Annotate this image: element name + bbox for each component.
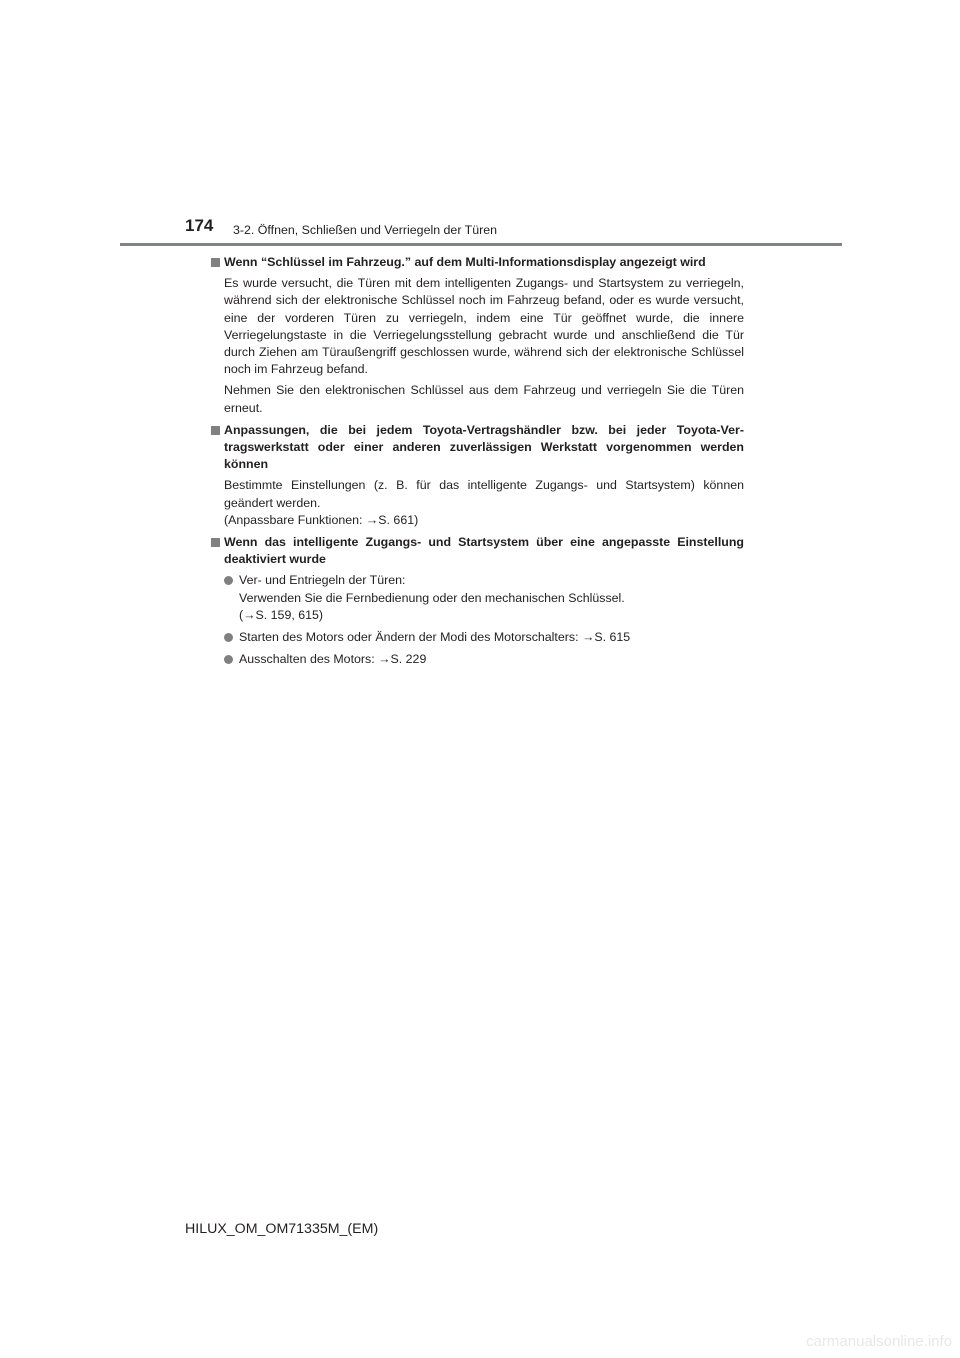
list-item <box>210 629 744 646</box>
round-bullet-icon <box>224 576 233 585</box>
square-bullet-icon <box>211 426 220 435</box>
section-heading <box>210 422 744 474</box>
section-system-deactivated <box>210 534 744 668</box>
list-item-text: Ver- und Entriegeln der Türen: <box>239 573 406 588</box>
chapter-title: 3-2. Öffnen, Schließen und Verriegeln der Türen <box>233 223 498 237</box>
watermark: carmanualsonline.info <box>806 1333 952 1350</box>
square-bullet-icon <box>211 258 220 267</box>
list-item-text: Ausschalten des Motors: →S. 229 <box>239 652 427 667</box>
section-heading <box>210 254 744 271</box>
section-heading-text: Wenn “Schlüssel im Fahrzeug.” auf dem Multi-Informationsdisplay angezeigt wird <box>224 255 706 269</box>
cross-reference: (→S. 159, 615) <box>239 607 324 622</box>
list-item <box>210 572 744 624</box>
list-item-text: Starten des Motors oder Ändern der Modi des Motorschalters: →S. 615 <box>239 630 631 645</box>
section-key-in-vehicle <box>210 254 744 417</box>
paragraph: Nehmen Sie den elektronischen Schlüssel aus dem Fahrzeug und verriegeln Sie die Türen erneut. <box>224 383 744 415</box>
paragraph: Es wurde versucht, die Türen mit dem intelligenten Zugangs- und Startsystem zu verriegeln, während sich der elektronische Schlüssel noch im Fahrzeug befand, oder es wurde versucht, eine der vorderen Türen zu verriegeln, indem eine Tür geöffnet wurde, die innere Verriegelungstaste in die Verriegelungsstellung gebracht wurde und anschließend die Tür durch Ziehen am Türaußengriff geschlossen wurde, während sich der elektronische Schlüssel noch im Fahrzeug befand. <box>224 276 744 377</box>
page-number: 174 <box>185 216 214 235</box>
header-divider <box>120 243 842 246</box>
round-bullet-icon <box>224 655 233 664</box>
section-heading-text: Wenn das intelligente Zugangs- und Startsystem über eine angepasste Einstellung deaktiviert wurde <box>224 535 744 567</box>
list-item-text: Verwenden Sie die Fernbedienung oder den mechanischen Schlüssel. <box>239 590 625 605</box>
list-item <box>210 651 744 668</box>
round-bullet-icon <box>224 633 233 642</box>
section-customization <box>210 422 744 529</box>
section-heading-text: Anpassungen, die bei jedem Toyota-Vertragshändler bzw. bei jeder Toyota-Vertragswerkstatt oder einer anderen zuverlässigen Werkstatt vorgenommen werden können <box>224 422 744 472</box>
cross-reference: (Anpassbare Funktionen: →S. 661) <box>224 512 419 527</box>
paragraph-line: Bestimmte Einstellungen (z. B. für das intelligente Zugangs- und Startsystem) können geändert werden. <box>224 478 744 510</box>
section-heading <box>210 534 744 568</box>
paragraph <box>210 477 744 529</box>
manual-code: HILUX_OM_OM71335M_(EM) <box>185 1221 379 1237</box>
square-bullet-icon <box>211 538 220 547</box>
page-content <box>210 254 744 673</box>
